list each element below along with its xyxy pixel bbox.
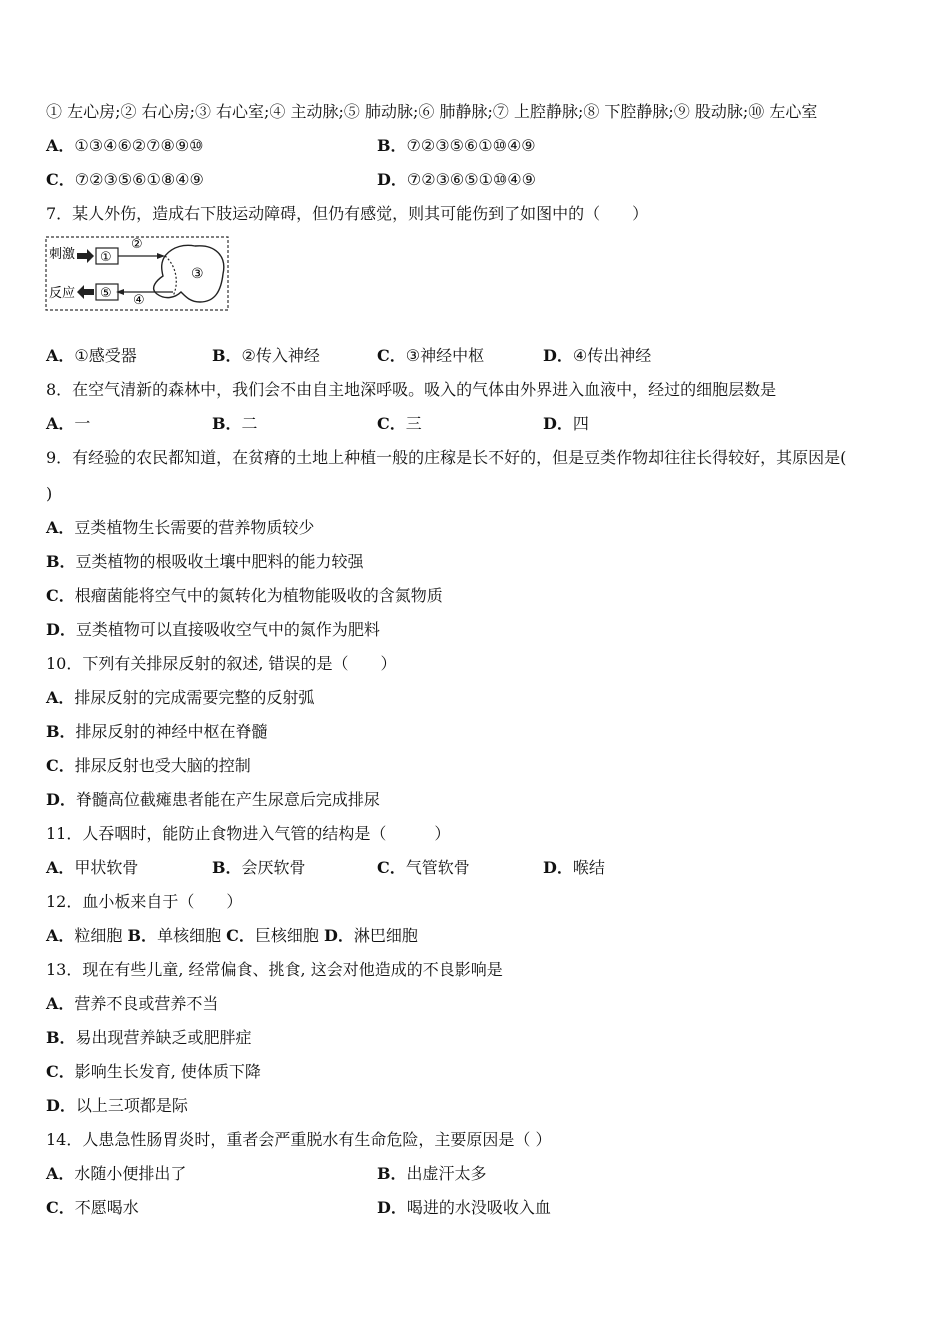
q14-option-d: D．喝进的水没吸收入血 [377,1198,551,1217]
q12-option-c-text: 巨核细胞 [254,926,319,945]
q14-option-b: B．出虚汗太多 [377,1164,487,1183]
effector-label: ⑤ [100,286,112,301]
q10-option-c: C．排尿反射也受大脑的控制 [46,756,251,775]
q11-option-a: A．甲状软骨 [46,858,139,877]
q9-option-b: B．豆类植物的根吸收土壤中肥料的能力较强 [46,552,364,571]
q11-stem: 11．人吞咽时，能防止食物进入气管的结构是（ ） [46,824,451,843]
q13-stem: 13．现在有些儿童, 经常偏食、挑食, 这会对他造成的不良影响是 [46,960,503,979]
q9-option-a: A．豆类植物生长需要的营养物质较少 [46,518,315,537]
q10-option-d: D．脊髓高位截瘫患者能在产生尿意后完成排尿 [46,790,380,809]
q13-option-c: C．影响生长发育, 使体质下降 [46,1062,261,1081]
q12-stem: 12．血小板来自于（ ） [46,892,243,911]
q12-option-b-text: 单核细胞 [157,926,222,945]
stimulus-label: 刺激 [49,247,76,262]
q12-option-d-label: D． [324,926,354,945]
q10-option-b: B．排尿反射的神经中枢在脊髓 [46,722,268,741]
q11-option-c: C．气管软骨 [377,858,470,877]
q13-option-b: B．易出现营养缺乏或肥胖症 [46,1028,252,1047]
q13-option-a: A．营养不良或营养不当 [46,994,219,1013]
q9-option-d: D．豆类植物可以直接吸收空气中的氮作为肥料 [46,620,380,639]
q9-stem-continued: ) [46,484,53,503]
q6-option-d: D．⑦②③⑥⑤①⑩④⑨ [377,170,536,189]
q12-option-c-label: C． [226,926,255,945]
q6-option-a: A．①③④⑥②⑦⑧⑨⑩ [46,136,204,155]
q12-option-b-label: B． [127,926,158,945]
q14-option-c: C．不愿喝水 [46,1198,139,1217]
q10-option-a: A．排尿反射的完成需要完整的反射弧 [46,688,315,707]
q7-option-b: B．②传入神经 [212,346,320,365]
q7-option-c: C．③神经中枢 [377,346,485,365]
response-label: 反应 [49,286,76,301]
q8-option-d: D．四 [543,414,589,433]
q8-option-c: C．三 [377,414,422,433]
q12-option-a-label: A． [46,926,75,945]
q6-heart-structure-list: ① 左心房;② 右心房;③ 右心室;④ 主动脉;⑤ 肺动脉;⑥ 肺静脉;⑦ 上腔静脉;⑧ 下腔静脉;⑨ 股动脉;⑩ 左心室 [46,102,818,121]
q7-option-d: D．④传出神经 [543,346,652,365]
efferent-nerve-label: ④ [133,293,145,308]
q8-stem: 8．在空气清新的森林中，我们会不由自主地深呼吸。吸入的气体由外界进入血液中，经过的细胞层数是 [46,380,777,399]
receptor-label: ① [100,250,112,265]
q14-stem: 14．人患急性肠胃炎时，重者会严重脱水有生命危险，主要原因是（ ） [46,1130,552,1149]
afferent-nerve-label: ② [131,237,143,252]
q7-stem: 7．某人外伤，造成右下肢运动障碍，但仍有感觉，则其可能伤到了如图中的（ ） [46,204,649,223]
reflex-arc-diagram [45,236,229,311]
q12-option-d-text: 淋巴细胞 [353,926,418,945]
q12-options [46,925,418,947]
q8-option-b: B．二 [212,414,258,433]
q12-option-a-text: 粒细胞 [74,926,123,945]
q6-option-c: C．⑦②③⑤⑥①⑧④⑨ [46,170,204,189]
q11-option-d: D．喉结 [543,858,605,877]
q8-option-a: A．一 [46,414,91,433]
q10-stem: 10．下列有关排尿反射的叙述, 错误的是（ ） [46,654,397,673]
q13-option-d: D．以上三项都是际 [46,1096,188,1115]
q7-option-a: A．①感受器 [46,346,137,365]
q11-option-b: B．会厌软骨 [212,858,306,877]
q6-option-b: B．⑦②③⑤⑥①⑩④⑨ [377,136,536,155]
q9-stem: 9．有经验的农民都知道，在贫瘠的土地上种植一般的庄稼是长不好的，但是豆类作物却往往长得较好，其原因是( [46,448,847,467]
nerve-center-label: ③ [191,266,204,282]
q14-option-a: A．水随小便排出了 [46,1164,187,1183]
q9-option-c: C．根瘤菌能将空气中的氮转化为植物能吸收的含氮物质 [46,586,443,605]
